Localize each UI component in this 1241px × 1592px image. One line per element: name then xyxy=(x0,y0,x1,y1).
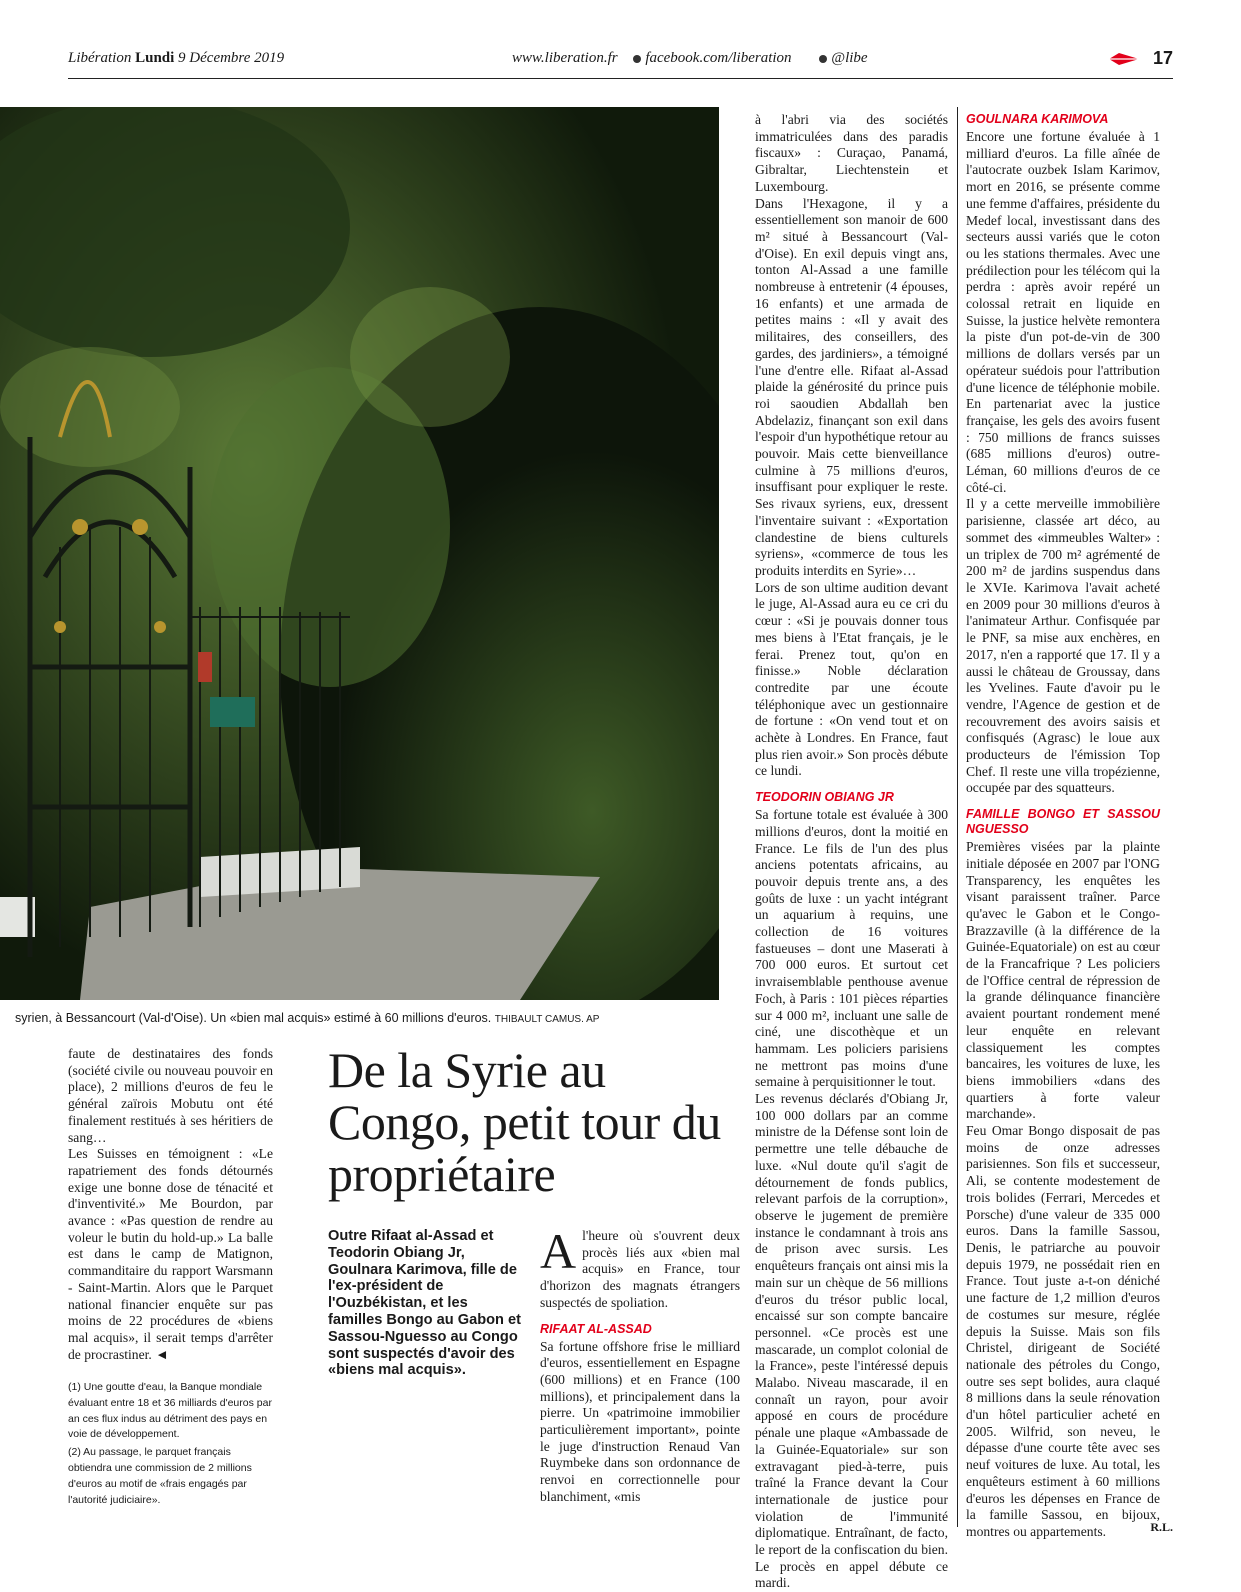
col1-paragraph-1: faute de destinataires des fonds (société civile ou nouveau pouvoir en place), 2 millions d'euros de feu le général zaïrois Mobutu ont été finalement restitués à ses héritiers de sang… xyxy=(68,1046,273,1145)
lead-paragraph xyxy=(540,1223,740,1312)
col3-paragraph-5: Les revenus déclarés d'Obiang Jr, 100 000 dollars par an comme ministre de la Défense sont loin de permettre une telle débauche de luxe. «Nul doute qu'il s'agit de détournement de fonds publics, relevant parfois de la corruption», observe le jugement de première instance le condamnant à trois ans de prison avec sursis. Les enquêteurs français ont ainsi mis la main sur un chèque de 56 millions d'euros du trésor public local, encaissé sur son compte bancaire personnel. «Ce procès est une mascarade, un complot colonial de la France», peste l'intéressé depuis Malabo. Niveau mascarade, il en connaît un rayon, pour avoir apposé en cours de procédure pénale une plaque «Ambassade de la Guinée-Equatoriale» sur son extravagant pied-à-terre, puis traîné la France devant la Cour internationale de justice pour violation de l'immunité diplomatique. Entraînant, de facto, le report de la confiscation du bien. Le procès en appel débute ce mardi. xyxy=(755,1091,948,1591)
header-dateline xyxy=(68,50,284,67)
facebook-label: facebook.com/liberation xyxy=(645,50,792,66)
photo-credit: THIBAULT CAMUS. AP xyxy=(494,1014,600,1025)
dropcap: A xyxy=(540,1223,577,1279)
col1-paragraph-2: Les Suisses en témoignent : «Le rapatriement des fonds détournés exige une bonne dose de ténacité et d'inventivité.» Me Bourdon, par avance : «Pas question de rendre au voleur le butin du hold-up.» La balle est dans le camp de Matignon, commanditaire du rapport Warsmann - Saint-Martin. Alors que le Parquet national financier enquête sur pas moins de 22 procédures de «biens mal acquis», il serait temps d'arrêter de procrastiner. ◄ xyxy=(68,1146,273,1362)
header-day: Lundi xyxy=(135,50,175,66)
article-standfirst: Outre Rifaat al-Assad et Teodorin Obiang Jr, Goulnara Karimova, fille de l'ex-président de l'Ouzbékistan, et les familles Bongo au Gabon et Sassou-Nguesso au Congo sont suspectés d'avoir des «biens mal acquis». xyxy=(328,1228,521,1379)
lead-column xyxy=(540,1223,740,1506)
footnotes xyxy=(68,1380,273,1510)
liberation-logo-icon xyxy=(1109,53,1139,65)
column-3 xyxy=(755,112,948,1592)
facebook-link[interactable] xyxy=(633,50,803,66)
col4-paragraph-1: Encore une fortune évaluée à 1 milliard d'euros. La fille aînée de l'autocrate ouzbek Islam Karimov, mort en 2016, se présente comme une femme d'affaires, présidente du Medef local, investissant dans des secteurs aussi variés que le coton ou les stations thermales. Avec une prédilection pour les télécom qui la perdra : après avoir repéré un colossal retrait en liquide en Suisse, la justice helvète remontera la piste d'un pot-de-vin de 300 millions de dollars versés par un opérateur suédois pour l'attribution d'une licence de téléphonie mobile. En partenariat avec la justice française, les gels des avoirs fusent : 750 millions de francs suisses (685 millions d'euros) outre-Léman, 60 millions d'euros de ce côté-ci. xyxy=(966,129,1160,495)
author-signature: R.L. xyxy=(1150,1520,1173,1534)
header-date: 9 Décembre 2019 xyxy=(178,50,285,66)
header-links xyxy=(512,50,892,67)
caption-text: syrien, à Bessancourt (Val-d'Oise). Un «bien mal acquis» estimé à 60 millions d'euros. xyxy=(15,1011,492,1025)
column-divider xyxy=(957,107,958,1527)
col3-paragraph-2: Dans l'Hexagone, il y a essentiellement son manoir de 600 m² situé à Bessancourt (Val-d'Oise). En exil depuis vingt ans, tonton Al-Assad a une famille nombreuse à entretenir (4 épouses, 16 enfants) et une armada de petites mains : «Il y avait des militaires, des conseillers, des gardes, des jardiniers», a témoigné l'une d'entre elle. Rifaat al-Assad plaide la générosité du prince puis roi saoudien Abdallah ben Abdelaziz, finançant son exil dans l'espoir d'un hypothétique retour au pouvoir. Mais cette bienveillance culmine à 75 millions d'euros, insuffisant pour expliquer le reste. Ses rivaux syriens, eux, dressent l'inventaire suivant : «Exportation clandestine de biens culturels syriens», «commerce de tous les produits interdits en Syrie»… xyxy=(755,195,948,578)
column-4 xyxy=(966,112,1160,1541)
col4-paragraph-2: Il y a cette merveille immobilière parisienne, classée art déco, au sommet des «immeubles Walter» : un triplex de 700 m² agrémenté de 200 m² de jardins suspendus dans le XVIe. Karimova l'avait acheté en 2009 pour 30 millions d'euros à l'animateur Arthur. Confisquée par le PNF, sa mise aux enchères, en 2017, n'en a rapporté que 17. Il y a aussi le château de Groussay, dans les Yvelines. Faute d'avoir pu le vendre, l'Agence de gestion et de recouvrement des avoirs saisis et confisqués (Agrasc) le loue aux producteurs de l'émission Top Chef. Il reste une villa tropézienne, occupée par des squatteurs. xyxy=(966,496,1160,796)
col4-paragraph-4: Feu Omar Bongo disposait de pas moins de onze adresses parisiennes. Son fils et successeur, Ali, se contente modestement de trois bolides (Ferrari, Mercedes et Porsche) d'une valeur de 335 000 euros. Dans la famille Sassou, Denis, le patriarche au pouvoir depuis 1979, ne possédait rien en France. Tout juste a-t-on déniché une facture de 1,2 million d'euros de costumes sur mesure, réglée depuis la Suisse. Mais son fils Christel, dirigeant de Société nationale des pétroles du Congo, outre ses sept bolides, aura claqué 8 millions dans la seule rénovation d'un hôtel particulier acheté en 2005. Wilfrid, son neveu, le dépasse d'une courte tête avec ses neuf voitures de luxe. Au total, les enquêteurs estiment à 60 millions d'euros les dépenses en France de la famille Sassou, en bijoux, montres ou appartements. xyxy=(966,1123,1160,1539)
twitter-link[interactable] xyxy=(819,50,879,66)
kicker-teodorin-obiang: TEODORIN OBIANG JR xyxy=(755,790,894,805)
assad-paragraph: Sa fortune offshore frise le milliard d'euros, essentiellement en Espagne (600 millions) et en France (100 millions), et principalement dans la pierre. Un «patrimoine immobilier particulièrement important», pointe le juge d'instruction Renaud Van Ruymbeke dans son ordonnance de renvoi en correctionnelle pour blanchiment, «mis xyxy=(540,1338,740,1504)
col3-paragraph-3: Lors de son ultime audition devant le juge, Al-Assad aura eu ce cri du cœur : «Si je pouvais donner tous mes biens à l'Etat français, je le ferai. Prenez tout, qu'on en finisse.» Noble déclaration contredite par une écoute téléphonique avec un gestionnaire de fortune : «On vend tout et on achète à Londres. En France, faut plus rien avoir.» Son procès débute ce lundi. xyxy=(755,579,948,779)
page-number: 17 xyxy=(1152,48,1173,68)
col3-paragraph-4: Sa fortune totale est évaluée à 300 millions d'euros, dont la moitié en France. Le fils de l'un des plus anciens potentats africains, au pouvoir depuis trente ans, a des goûts de luxe : un yacht intégrant un aquarium à requins, une collection de 16 voitures fastueuses – dont une Maserati à 700 000 euros. Et surtout cet invraisemblable penthouse avenue Foch, à Paris : 101 pièces réparties sur 4 000 m², incluant une salle de ciné, une discothèque et un hammam. Les policiers parisiens ne mettront pas moins d'une semaine à perquisitionner le tout. xyxy=(755,807,948,1090)
facebook-icon xyxy=(633,55,641,63)
kicker-rifaat-al-assad: RIFAAT AL-ASSAD xyxy=(540,1321,652,1336)
column-1 xyxy=(68,1046,273,1363)
footnote-2: (2) Au passage, le parquet français obtiendra une commission de 2 millions d'euros au motif de «frais engagés par l'autorité judiciaire». xyxy=(68,1446,252,1506)
col3-paragraph-1: à l'abri via des sociétés immatriculées dans des paradis fiscaux» : Curaçao, Panamá, Gibraltar, Liechtenstein et Luxembourg. xyxy=(755,112,948,194)
twitter-icon xyxy=(819,55,827,63)
twitter-label: @libe xyxy=(831,50,868,66)
kicker-famille-bongo: FAMILLE BONGO ET SASSOU NGUESSO xyxy=(966,807,1160,837)
header-rule xyxy=(68,78,1173,79)
kicker-goulnara-karimova: GOULNARA KARIMOVA xyxy=(966,112,1109,126)
lead-text: l'heure où s'ouvrent deux procès liés aux «bien mal acquis» en France, tour d'horizon des magnats étrangers suspectés de spoliation. xyxy=(540,1228,740,1310)
website-link[interactable]: www.liberation.fr xyxy=(512,50,618,66)
foliage-gate-illustration xyxy=(0,107,719,1000)
article-headline: De la Syrie au Congo, petit tour du propriétaire xyxy=(328,1042,721,1202)
page-header xyxy=(68,48,1173,78)
photo-caption xyxy=(15,1011,715,1025)
photo-gate-manor xyxy=(0,107,719,1000)
paper-name: Libération xyxy=(68,50,132,66)
col4-paragraph-3: Premières visées par la plainte initiale déposée en 2007 par l'ONG Transparency, les enquêtes les visant paraissent traîner. Parce qu'avec le Gabon et le Congo-Brazzaville (à la différence de la Guinée-Equatoriale) on est au cœur de la Francafrique ? Les policiers de l'Office central de répression de la grande délinquance financière avaient pourtant rondement mené leur enquête en relevant classiquement les comptes bancaires, les voitures de luxe, les biens immobiliers «dans des quartiers à forte valeur marchande». xyxy=(966,839,1160,1122)
footnote-1: (1) Une goutte d'eau, la Banque mondiale évaluant entre 18 et 36 milliards d'euros par an ces flux indus au détriment des pays en voie de développement. xyxy=(68,1381,272,1441)
